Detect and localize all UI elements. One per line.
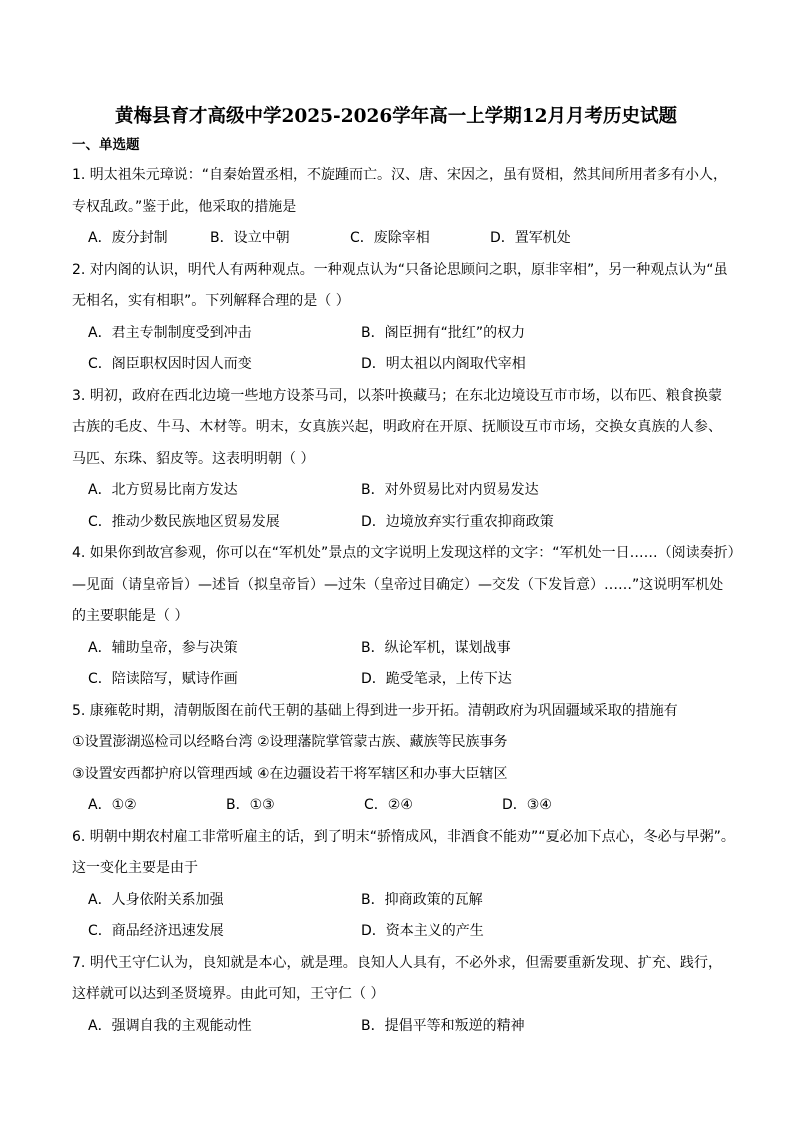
question-7	[72, 948, 722, 1043]
option-d[interactable]: D．资本主义的产生	[361, 923, 484, 939]
stem-line: 6. 明朝中期农村雇工非常听雇主的话，到了明末“骄惰成风，非酒食不能劝”“夏必加下点心，冬必与早粥”。	[72, 828, 735, 845]
statement-line: ③设置安西都护府以管理西域 ④在边疆设若干将军辖区和办事大臣辖区	[72, 765, 508, 782]
options-row	[72, 507, 722, 539]
stem-line: 古族的毛皮、牛马、木材等。明末，女真族兴起，明政府在开原、抚顺设互市市场，交换女真族的人参、	[72, 419, 722, 435]
option-d[interactable]: D．置军机处	[490, 230, 571, 246]
question-5	[72, 696, 722, 822]
option-a[interactable]: A．辅助皇帝，参与决策	[88, 639, 238, 656]
question-stem	[72, 696, 722, 728]
stem-line: 专权乱政。”鉴于此，他采取的措施是	[72, 198, 297, 215]
option-a[interactable]: A．北方贸易比南方发达	[88, 482, 238, 498]
question-stem	[72, 948, 722, 1011]
option-b[interactable]: B．抑商政策的瓦解	[361, 891, 483, 908]
options-row	[72, 349, 722, 381]
options-row	[72, 790, 722, 822]
stem-line: 马匹、东珠、貂皮等。这表明明朝（ ）	[72, 450, 315, 467]
option-b[interactable]: B．设立中朝	[210, 230, 290, 246]
stem-line: 这一变化主要是由于	[72, 860, 198, 876]
question-2	[72, 255, 728, 381]
option-a[interactable]: A．①②	[88, 797, 137, 813]
stem-line: 4. 如果你到故宫参观，你可以在“军机处”景点的文字说明上发现这样的文字：“军机处一日……（阅读奏折）	[72, 545, 742, 561]
question-stem	[72, 381, 722, 476]
options-row	[72, 633, 722, 665]
question-stem	[72, 255, 728, 318]
options-row	[72, 916, 722, 948]
option-b[interactable]: B．阁臣拥有“批红”的权力	[361, 324, 526, 341]
question-6	[72, 822, 735, 948]
question-4	[72, 538, 742, 696]
stem-line: 1. 明太祖朱元璋说：“自秦始置丞相，不旋踵而亡。汉、唐、宋因之，虽有贤相，然其间所用者多有小人，	[72, 167, 728, 183]
stem-line: 这样就可以达到圣贤境界。由此可知，王守仁（ ）	[72, 986, 385, 1002]
option-c[interactable]: C．②④	[364, 797, 413, 813]
stem-line: 7. 明代王守仁认为，良知就是本心，就是理。良知人人具有，不必外求，但需要重新发现、扩充、践行，	[72, 954, 722, 971]
options-row	[72, 318, 722, 350]
options-row	[72, 475, 722, 507]
option-d[interactable]: D．边境放弃实行重农抑商政策	[361, 513, 554, 530]
option-b[interactable]: B．纵论军机，谋划战事	[361, 639, 511, 656]
question-1	[72, 160, 728, 255]
option-b[interactable]: B．提倡平等和叛逆的精神	[361, 1017, 525, 1034]
option-d[interactable]: D．跪受笔录，上传下达	[361, 671, 512, 687]
question-stem	[72, 822, 735, 885]
options-row	[72, 885, 722, 917]
option-b[interactable]: B．对外贸易比对内贸易发达	[361, 482, 539, 498]
statement-line: ①设置澎湖巡检司以经略台湾 ②设理藩院掌管蒙古族、藏族等民族事务	[72, 734, 508, 750]
question-3	[72, 381, 722, 539]
options-row	[72, 223, 722, 255]
option-a[interactable]: A．人身依附关系加强	[88, 891, 224, 908]
stem-line: 无相名，实有相职”。下列解释合理的是（ ）	[72, 293, 350, 309]
option-c[interactable]: C．推动少数民族地区贸易发展	[88, 513, 280, 530]
stem-line: 5. 康雍乾时期，清朝版图在前代王朝的基础上得到进一步开拓。清朝政府为巩固疆域采取的措施有	[72, 702, 678, 719]
option-a[interactable]: A．君主专制制度受到冲击	[88, 324, 252, 341]
stem-line: 3. 明初，政府在西北边境一些地方设茶马司，以茶叶换藏马；在东北边境设互市市场，以布匹、粮食换蒙	[72, 387, 722, 404]
option-d[interactable]: D．明太祖以内阁取代宰相	[361, 356, 526, 372]
exam-title: 黄梅县育才高级中学2025-2026学年高一上学期12月月考历史试题	[115, 106, 677, 127]
options-row	[72, 664, 722, 696]
stem-line: —见面（请皇帝旨）—述旨（拟皇帝旨）—过朱（皇帝过目确定）—交发（下发旨意）……”这说明军机处	[72, 576, 724, 593]
question-stem	[72, 538, 742, 633]
option-a[interactable]: A．强调自我的主观能动性	[88, 1017, 252, 1034]
option-a[interactable]: A．废分封制	[88, 230, 168, 246]
option-c[interactable]: C．废除宰相	[350, 230, 430, 246]
section-heading: 一、单选题	[72, 137, 140, 153]
options-row	[72, 1011, 722, 1043]
option-c[interactable]: C．商品经济迅速发展	[88, 923, 224, 939]
option-c[interactable]: C．陪读陪写，赋诗作画	[88, 671, 238, 687]
stem-line: 的主要职能是（ ）	[72, 608, 189, 624]
option-b[interactable]: B．①③	[226, 797, 275, 813]
question-stem	[72, 160, 728, 223]
stem-line: 2. 对内阁的认识，明代人有两种观点。一种观点认为“只备论思顾问之职，原非宰相”，另一种观点认为“虽	[72, 261, 728, 278]
option-d[interactable]: D．③④	[502, 797, 552, 813]
option-c[interactable]: C．阁臣职权因时因人而变	[88, 356, 252, 372]
